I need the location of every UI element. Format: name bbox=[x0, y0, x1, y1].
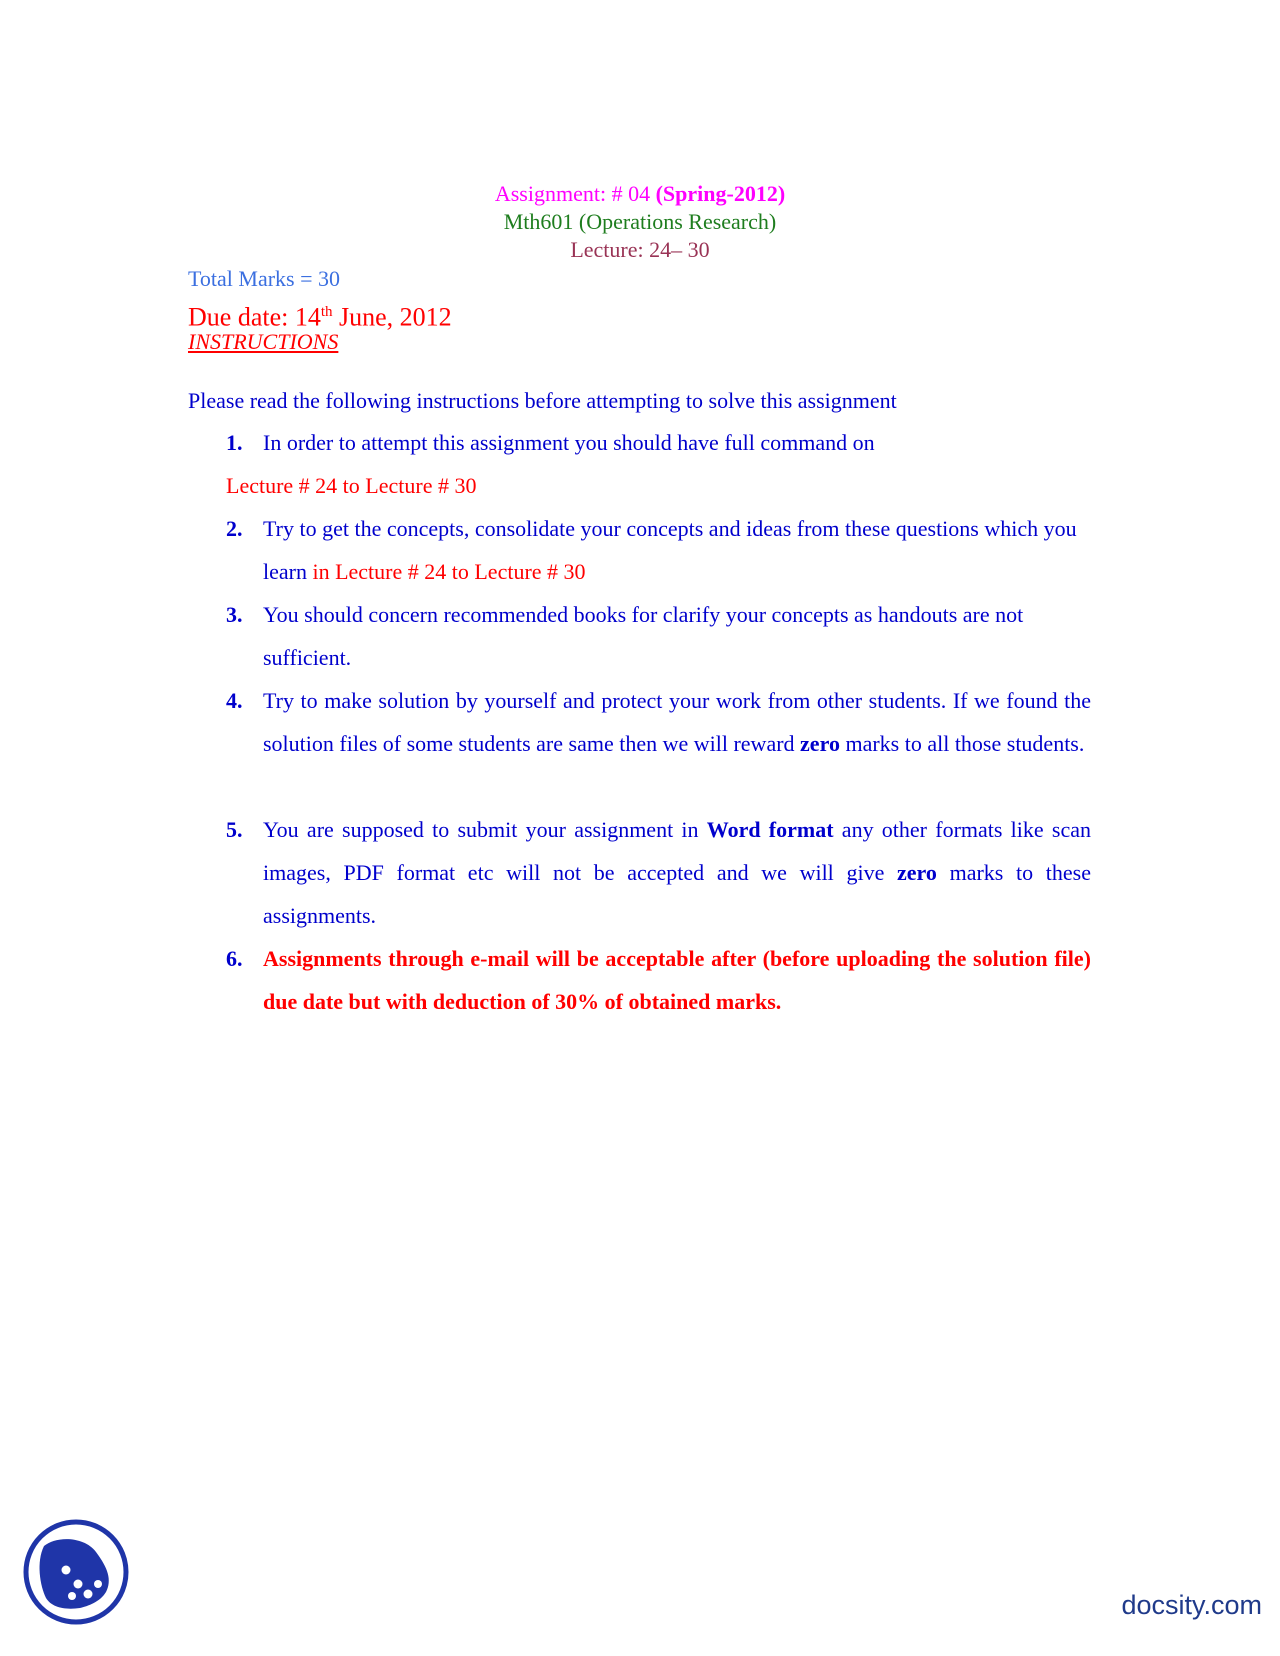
due-date-sup: th bbox=[320, 304, 333, 320]
item-number: 1. bbox=[226, 430, 243, 455]
docsity-logo-icon bbox=[22, 1518, 130, 1626]
item-text-bold: zero bbox=[897, 860, 937, 885]
item-text-bold: zero bbox=[800, 731, 840, 756]
item-text-part: any other formats like scan images, PDF format etc will not be accepted and we will give bbox=[263, 817, 1092, 885]
item-text bbox=[263, 679, 1091, 765]
item-text-part: You are supposed to submit your assignment in bbox=[263, 817, 707, 842]
due-date-prefix: Due date: 14 bbox=[188, 302, 321, 332]
item-text bbox=[263, 507, 1091, 593]
due-date-suffix: June, 2012 bbox=[332, 302, 452, 332]
item-text bbox=[263, 808, 1091, 937]
item-text: In order to attempt this assignment you should have full command on bbox=[263, 430, 875, 455]
total-marks: Total Marks = 30 bbox=[188, 266, 341, 291]
docsity-brand[interactable]: docsity.com bbox=[1121, 1590, 1262, 1620]
assignment-term: (Spring-2012) bbox=[655, 181, 786, 206]
instruction-item-2 bbox=[226, 507, 1091, 593]
lecture-range: Lecture: 24– 30 bbox=[570, 237, 710, 262]
item-text: You should concern recommended books for clarify your concepts as handouts are not sufficient. bbox=[263, 602, 1024, 670]
item-number: 2. bbox=[226, 516, 243, 541]
instruction-item-3 bbox=[226, 593, 1091, 679]
assignment-title bbox=[0, 180, 1280, 208]
item-text-part: Try to make solution by yourself and protect your work from other students. If we found the solution files of some students are same then we will reward bbox=[263, 688, 1091, 756]
instruction-item-1 bbox=[226, 421, 1091, 507]
item-text-red: in Lecture # 24 to Lecture # 30 bbox=[312, 559, 586, 584]
item-number: 4. bbox=[226, 688, 243, 713]
item-number: 3. bbox=[226, 602, 243, 627]
instruction-item-6 bbox=[226, 937, 1091, 1023]
course-title: Mth601 (Operations Research) bbox=[503, 209, 777, 234]
item-continuation: Lecture # 24 to Lecture # 30 bbox=[226, 473, 477, 498]
item-text-part: marks to all those students. bbox=[839, 731, 1085, 756]
instructions-heading: INSTRUCTIONS bbox=[188, 329, 339, 354]
instructions-intro: Please read the following instructions before attempting to solve this assignment bbox=[188, 388, 897, 413]
instruction-item-5 bbox=[226, 808, 1091, 937]
item-text: Assignments through e-mail will be acceptable after (before uploading the solution file) due date but with deduction of 30% of obtained marks. bbox=[263, 946, 1091, 1014]
item-number: 6. bbox=[226, 946, 243, 971]
assignment-number: Assignment: # 04 bbox=[494, 181, 656, 206]
item-text-part: marks to these assignments. bbox=[263, 860, 1091, 928]
instruction-item-4 bbox=[226, 679, 1091, 808]
item-number: 5. bbox=[226, 817, 243, 842]
item-text-part: Try to get the concepts, consolidate your concepts and ideas from these questions which you learn bbox=[263, 516, 1077, 584]
item-text-bold: Word format bbox=[706, 817, 834, 842]
